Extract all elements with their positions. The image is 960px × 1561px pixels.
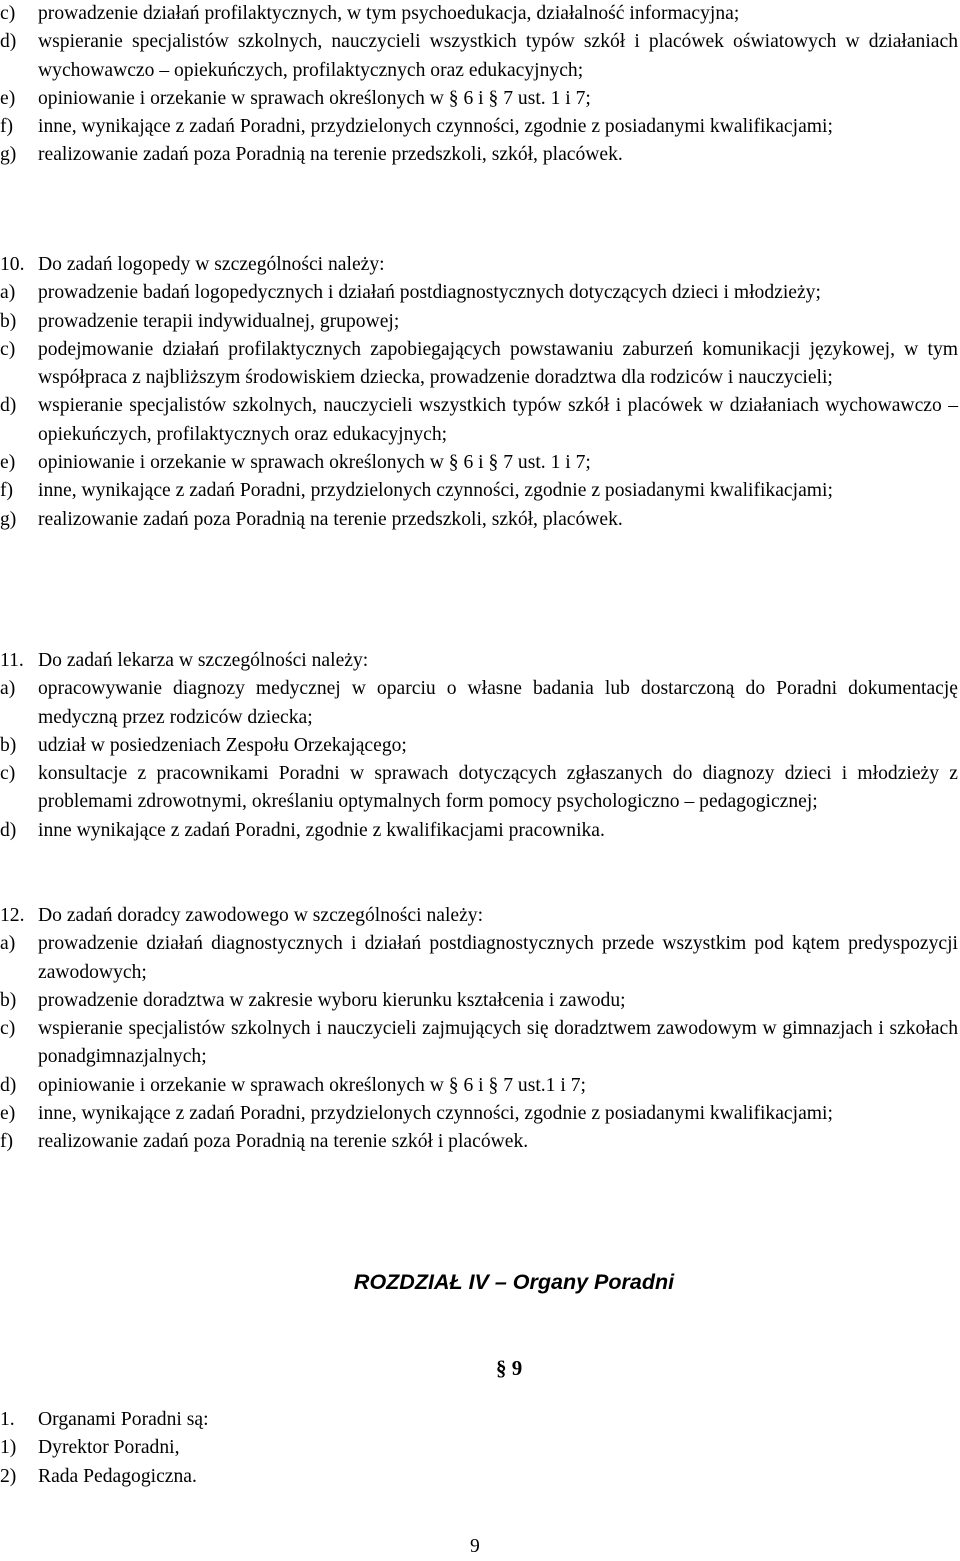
item-text: opracowywanie diagnozy medycznej w oparciu o własne badania lub dostarczoną do Poradni dokumentację medyczną przez rodziców dziecka;: [38, 678, 958, 728]
list-item: [0, 113, 958, 141]
item-text: opiniowanie i orzekanie w sprawach określonych w § 6 i § 7 ust. 1 i 7;: [38, 452, 591, 474]
item-text: udział w posiedzeniach Zespołu Orzekającego;: [38, 734, 407, 756]
section-number: 11.: [0, 650, 24, 671]
item-label: b): [0, 310, 17, 332]
list-item: [0, 0, 958, 28]
item-label: f): [0, 1131, 14, 1153]
item-text: realizowanie zadań poza Poradnią na terenie przedszkoli, szkół, placówek.: [38, 144, 623, 166]
item-text: opiniowanie i orzekanie w sprawach określonych w § 6 i § 7 ust.1 i 7;: [38, 1074, 586, 1096]
item-label: c): [0, 763, 16, 785]
list-item: [0, 141, 958, 169]
item-label: c): [0, 1018, 16, 1040]
list-item: [0, 732, 958, 760]
item-text: realizowanie zadań poza Poradnią na terenie przedszkoli, szkół, placówek.: [38, 508, 623, 530]
item-label: d): [0, 819, 17, 841]
section-heading: [0, 1406, 400, 1434]
item-text: konsultacje z pracownikami Poradni w sprawach dotyczących zgłaszanych do diagnozy dzieci i młodzieży z problemami zdrowotnymi, określaniu optymalnych form pomocy psychologiczno – pedagogicznej;: [38, 763, 958, 813]
section-number: 1.: [0, 1409, 15, 1430]
list-item: [0, 308, 958, 336]
chapter-heading: ROZDZIAŁ IV – Organy Poradni: [353, 1270, 675, 1294]
item-label: e): [0, 452, 16, 474]
item-text: inne, wynikające z zadań Poradni, przydzielonych czynności, zgodnie z posiadanymi kwalifikacjami;: [38, 116, 833, 138]
section-title: Do zadań lekarza w szczególności należy:: [38, 650, 369, 671]
section-title: Organami Poradni są:: [38, 1409, 209, 1430]
item-text: prowadzenie działań profilaktycznych, w tym psychoedukacja, działalność informacyjna;: [38, 3, 740, 24]
item-label: f): [0, 116, 14, 138]
list-item: [0, 477, 958, 505]
item-label: c): [0, 338, 16, 360]
item-text: prowadzenie terapii indywidualnej, grupowej;: [38, 310, 400, 332]
list-item: [0, 28, 958, 85]
item-label: e): [0, 87, 16, 109]
item-text: Rada Pedagogiczna.: [38, 1465, 197, 1487]
list-item: [0, 1463, 400, 1491]
item-text: realizowanie zadań poza Poradnią na terenie szkół i placówek.: [38, 1131, 529, 1153]
item-text: prowadzenie badań logopedycznych i działań postdiagnostycznych dotyczących dzieci i młodzieży;: [38, 282, 821, 304]
item-text: prowadzenie doradztwa w zakresie wyboru kierunku kształcenia i zawodu;: [38, 989, 626, 1011]
list-item: [0, 1100, 958, 1128]
list-item: [0, 279, 958, 307]
item-text: wspieranie specjalistów szkolnych, nauczycieli wszystkich typów szkół i placówek w działaniach wychowawczo – opiekuńczych, profilaktycznych oraz edukacyjnych;: [38, 395, 958, 445]
item-label: b): [0, 989, 17, 1011]
item-text: podejmowanie działań profilaktycznych zapobiegających powstawaniu zaburzeń komunikacji językowej, w tym współpraca z najbliższym środowiskiem dziecka, prowadzenie doradztwa dla rodziców i nauczycieli;: [38, 338, 958, 389]
item-text: wspieranie specjalistów szkolnych i nauczycieli zajmujących się doradztwem zawodowym w gimnazjach i szkołach ponadgimnazjalnych;: [38, 1018, 958, 1068]
list-item: [0, 1015, 958, 1072]
list-item: [0, 449, 958, 477]
item-text: prowadzenie działań diagnostycznych i działań postdiagnostycznych przede wszystkim pod kątem predyspozycji zawodowych;: [38, 933, 958, 983]
list-item: [0, 930, 958, 987]
section-heading: [0, 902, 958, 930]
item-label: d): [0, 395, 17, 417]
item-label: d): [0, 1074, 17, 1096]
list-item: [0, 1128, 958, 1156]
list-item: [0, 760, 958, 817]
list-item: [0, 987, 958, 1015]
item-label: a): [0, 678, 16, 700]
item-label: c): [0, 3, 16, 24]
list-item: [0, 85, 958, 113]
section-heading: [0, 647, 958, 675]
item-label: b): [0, 734, 17, 756]
item-text: wspieranie specjalistów szkolnych, nauczycieli wszystkich typów szkół i placówek oświatowych w działaniach wychowawczo – opiekuńczych, profilaktycznych oraz edukacyjnych;: [38, 31, 958, 81]
item-label: e): [0, 1103, 16, 1125]
item-label: 2): [0, 1465, 17, 1487]
item-text: inne, wynikające z zadań Poradni, przydzielonych czynności, zgodnie z posiadanymi kwalifikacjami;: [38, 480, 833, 502]
section-title: Do zadań logopedy w szczególności należy:: [38, 254, 385, 275]
item-text: Dyrektor Poradni,: [38, 1437, 180, 1459]
item-label: a): [0, 282, 16, 304]
section-doradca-zawodowy: [0, 902, 958, 1157]
section-number: 12.: [0, 905, 25, 926]
item-label: g): [0, 144, 17, 166]
list-item: [0, 817, 958, 845]
section-number: 10.: [0, 254, 25, 275]
item-label: 1): [0, 1437, 17, 1459]
item-label: a): [0, 933, 16, 955]
item-label: g): [0, 508, 17, 530]
section-organy: [0, 1406, 400, 1491]
section-lekarz: [0, 647, 958, 845]
list-item: [0, 1072, 958, 1100]
page-number: 9: [470, 1536, 480, 1557]
list-item: [0, 336, 958, 393]
list-item: [0, 506, 958, 534]
list-item: [0, 675, 958, 732]
item-text: opiniowanie i orzekanie w sprawach określonych w § 6 i § 7 ust. 1 i 7;: [38, 87, 591, 109]
list-item: [0, 392, 958, 449]
list-item: [0, 1434, 400, 1462]
item-text: inne, wynikające z zadań Poradni, przydzielonych czynności, zgodnie z posiadanymi kwalifikacjami;: [38, 1103, 833, 1125]
paragraph-mark: § 9: [496, 1356, 523, 1380]
section-continued-list: [0, 0, 958, 170]
item-text: inne wynikające z zadań Poradni, zgodnie z kwalifikacjami pracownika.: [38, 819, 605, 841]
section-logopeda: [0, 251, 958, 534]
item-label: f): [0, 480, 14, 502]
section-title: Do zadań doradcy zawodowego w szczególności należy:: [38, 905, 484, 926]
section-heading: [0, 251, 958, 279]
item-label: d): [0, 31, 17, 53]
